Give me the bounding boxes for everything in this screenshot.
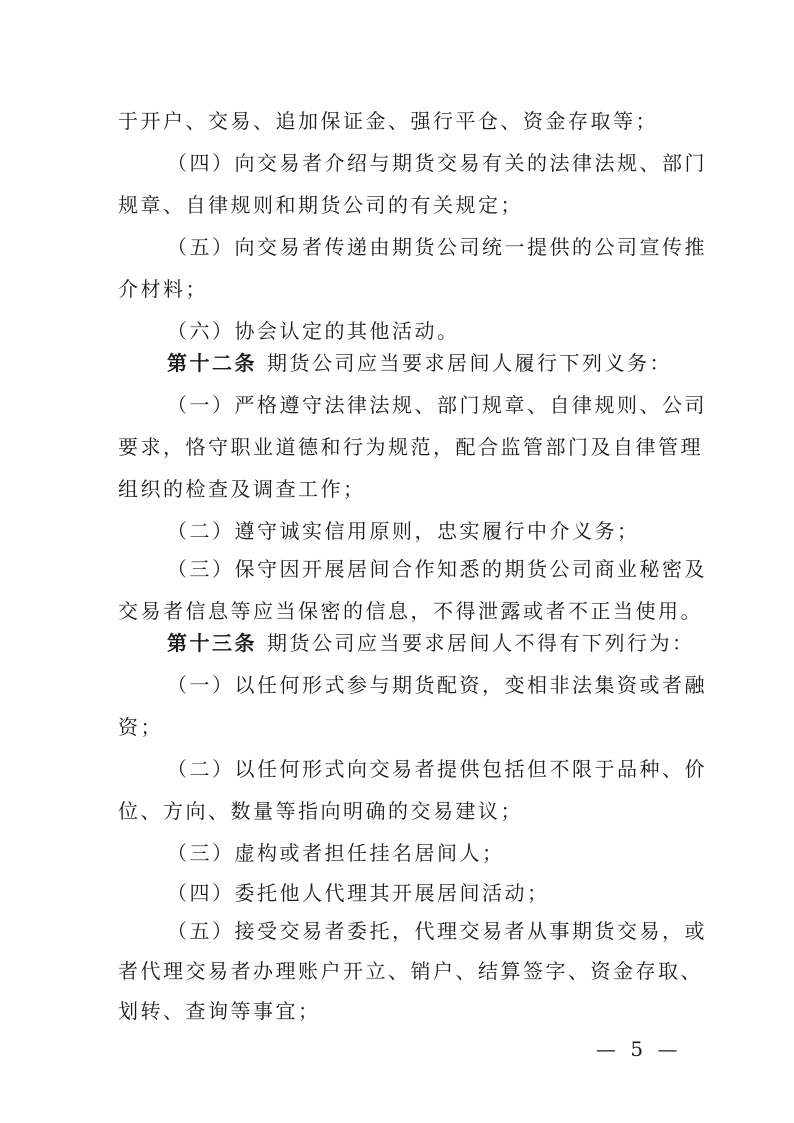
text-line: 介材料； [118, 277, 208, 301]
text-line: （四）委托他人代理其开展居间活动； [167, 881, 550, 905]
text-line: （六）协会认定的其他活动。 [167, 319, 460, 343]
text-line: （五）向交易者传递由期货公司统一提供的公司宣传推 [167, 235, 707, 259]
text-line: 划转、查询等事宜； [118, 999, 321, 1023]
text-line: 要求，恪守职业道德和行为规范，配合监管部门及自律管理 [118, 435, 703, 459]
text-line: 者代理交易者办理账户开立、销户、结算签字、资金存取、 [118, 959, 703, 983]
article-12-text: 期货公司应当要求居间人履行下列义务： [267, 351, 672, 375]
text-line: 资； [118, 715, 163, 739]
text-line: 于开户、交易、追加保证金、强行平仓、资金存取等； [118, 109, 658, 133]
article-13-title: 第十三条 [167, 631, 257, 655]
text-line: （二）遵守诚实信用原则，忠实履行中介义务； [167, 519, 640, 543]
text-line: （一）严格遵守法律法规、部门规章、自律规则、公司 [167, 393, 707, 417]
article-12-title: 第十二条 [167, 351, 257, 375]
text-line: （五）接受交易者委托，代理交易者从事期货交易，或 [167, 919, 707, 943]
article-12-heading [167, 350, 678, 376]
text-line: （四）向交易者介绍与期货交易有关的法律法规、部门 [167, 151, 707, 175]
text-line: （一）以任何形式参与期货配资，变相非法集资或者融 [167, 673, 707, 697]
text-line: 交易者信息等应当保密的信息，不得泄露或者不正当使用。 [118, 599, 703, 623]
article-13-text: 期货公司应当要求居间人不得有下列行为： [267, 631, 695, 655]
text-line: 规章、自律规则和期货公司的有关规定； [118, 193, 523, 217]
article-13-heading [167, 630, 695, 656]
text-line: 位、方向、数量等指向明确的交易建议； [118, 799, 523, 823]
text-line: （三）保守因开展居间合作知悉的期货公司商业秘密及 [167, 557, 707, 581]
page-number: — 5 — [596, 1037, 682, 1061]
text-line: 组织的检查及调查工作； [118, 477, 366, 501]
text-line: （三）虚构或者担任挂名居间人； [167, 841, 505, 865]
text-line: （二）以任何形式向交易者提供包括但不限于品种、价 [167, 757, 707, 781]
